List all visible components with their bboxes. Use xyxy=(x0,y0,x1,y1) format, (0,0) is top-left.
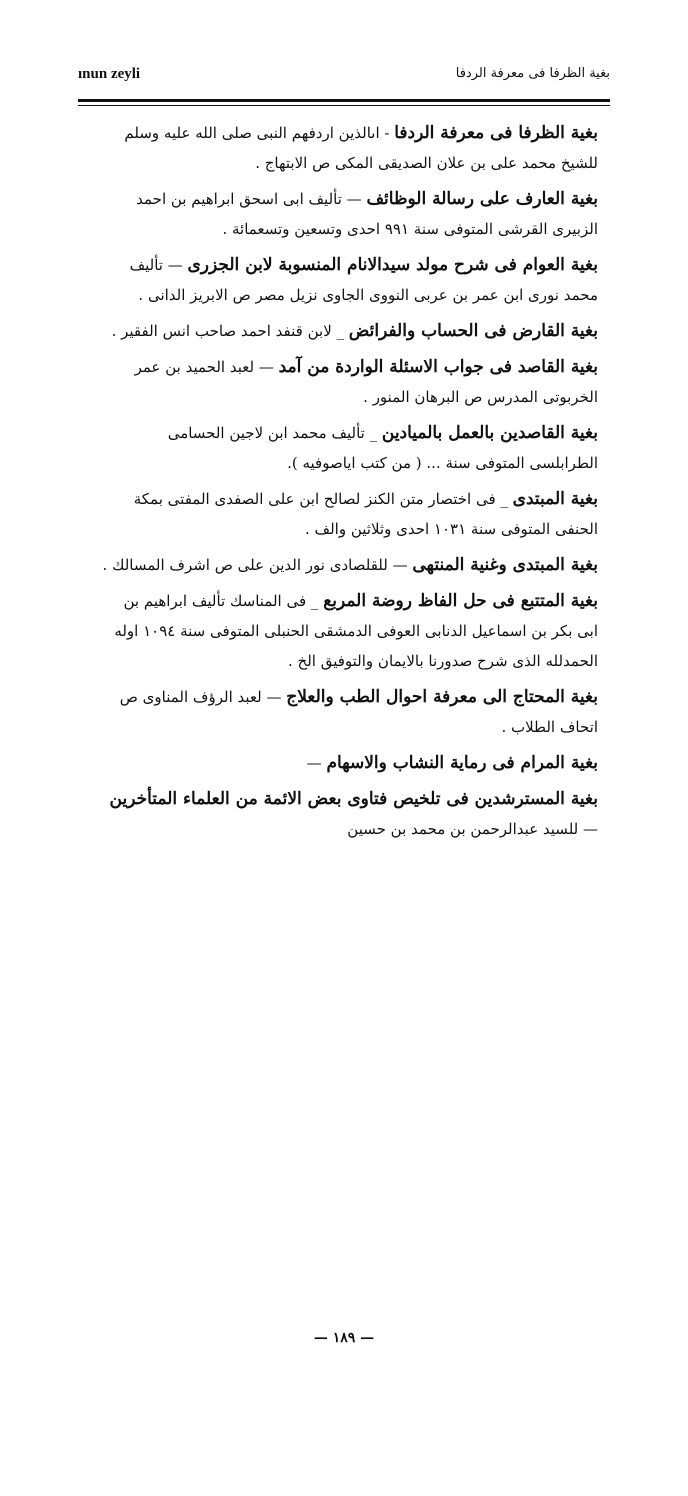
entry-title: بغية المبتدى xyxy=(512,489,598,509)
entry-body: — xyxy=(306,754,327,772)
header-running-title: بغية الظرفا فى معرفة الردفا xyxy=(455,66,610,81)
header-rule-thin xyxy=(78,105,610,106)
entry xyxy=(98,184,598,244)
entry-body: _ تأليف محمد ابن لاجين الحسامى الطرابلسى المتوفى سنة ... ( من كتب اياصوفيه ). xyxy=(167,424,598,472)
page-header xyxy=(78,66,610,94)
entry-body: — لعبد الحميد بن عمر الخربوتى المدرس ص البرهان المنور . xyxy=(134,358,598,406)
entry xyxy=(98,250,598,310)
entries-list xyxy=(98,118,598,850)
entry-title: بغية المتتبع فى حل الفاظ روضة المربع xyxy=(323,591,598,611)
entry xyxy=(98,550,598,580)
entry-title: بغية العارف على رسالة الوظائف xyxy=(366,189,598,209)
page-number: — ١٨٩ — xyxy=(313,1330,375,1346)
header-left-text: ınun zeyli xyxy=(78,66,141,82)
entry-title: بغية الظرفا فى معرفة الردفا xyxy=(394,123,598,143)
entry-body: — للقلصادى نور الدين على ص اشرف المسالك . xyxy=(102,556,413,574)
entry-body: _ لابن قنفد احمد صاحب انس الفقير . xyxy=(111,322,349,340)
entry-title: بغية القاصد فى جواب الاسئلة الواردة من آمد xyxy=(278,357,598,377)
entry-body: — تأليف ابى اسحق ابراهيم بن احمد الزبيرى القرشى المتوفى سنة ٩٩١ احدى وتسعين وتسعمائة . xyxy=(136,190,598,238)
entry-body: _ فى اختصار متن الكنز لصالح ابن على الصفدى المفتى بمكة الحنفى المتوفى سنة ١٠٣١ احدى وثلاثين والف . xyxy=(133,490,598,538)
entry-title: بغية القاصدين بالعمل بالميادين xyxy=(381,423,598,443)
entry xyxy=(98,418,598,478)
entry-title: بغية المحتاج الى معرفة احوال الطب والعلاج xyxy=(286,687,598,707)
entry xyxy=(98,352,598,412)
entry-body: — للسيد عبدالرحمن بن محمد بن حسين xyxy=(347,820,598,838)
entry-title: بغية المرام فى رماية النشاب والاسهام xyxy=(326,753,598,773)
entry-body: — تأليف محمد نورى ابن عمر بن عربى النووى الجاوى نزيل مصر ص الابريز الدانى . xyxy=(129,256,598,304)
entry-title: بغية المسترشدين فى تلخيص فتاوى بعض الائمة من العلماء المتأخرين xyxy=(109,789,598,809)
entry xyxy=(98,586,598,676)
entry xyxy=(98,748,598,778)
entry-body: — لعبد الرؤف المناوى ص اتحاف الطلاب . xyxy=(119,688,598,736)
entry xyxy=(98,784,598,844)
entry-body: - اىالذين اردفهم النبى صلى الله عليه وسلم للشيخ محمد على بن علان الصديقى المكى ص الابتهاج . xyxy=(124,124,598,172)
entry-title: بغية المبتدى وغنية المنتهى xyxy=(412,555,598,575)
entry xyxy=(98,118,598,178)
entry xyxy=(98,682,598,742)
entry xyxy=(98,316,598,346)
entry-title: بغية العوام فى شرح مولد سيدالانام المنسوبة لابن الجزرى xyxy=(187,255,598,275)
entry-title: بغية القارض فى الحساب والفرائض xyxy=(348,321,598,341)
entry-body: _ فى المناسك تأليف ابراهيم بن ابى بكر بن اسماعيل الدنابى العوفى الدمشقى الحنبلى المتوفى سنة ١٠٩٤ اوله الحمدلله الذى شرح صدورنا بالايمان والتوفيق الخ . xyxy=(114,592,598,670)
header-rule-thick xyxy=(78,99,610,102)
entry xyxy=(98,484,598,544)
